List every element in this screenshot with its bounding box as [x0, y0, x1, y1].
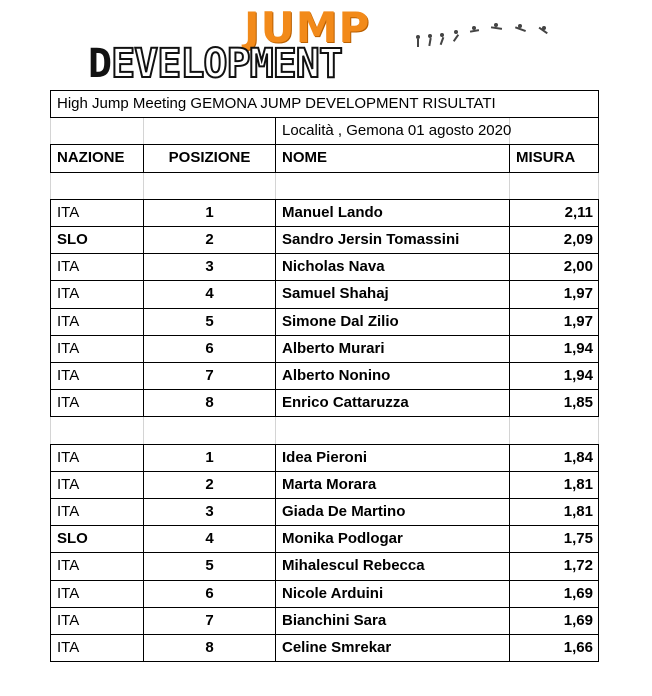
result-position: 1	[143, 444, 276, 472]
result-name: Giada De Martino	[275, 498, 510, 526]
result-name: Sandro Jersin Tomassini	[275, 226, 510, 254]
result-measure: 1,72	[509, 552, 599, 581]
results-sheet	[50, 90, 598, 661]
result-nation: ITA	[50, 580, 144, 608]
result-name: Samuel Shahaj	[275, 280, 510, 309]
result-position: 3	[143, 253, 276, 281]
result-position: 6	[143, 335, 276, 363]
result-measure: 1,75	[509, 525, 599, 553]
result-position: 6	[143, 580, 276, 608]
result-name: Mihalescul Rebecca	[275, 552, 510, 581]
result-name: Marta Morara	[275, 471, 510, 499]
result-measure: 1,97	[509, 308, 599, 336]
result-measure: 2,09	[509, 226, 599, 254]
result-nation: ITA	[50, 552, 144, 581]
result-measure: 1,85	[509, 389, 599, 417]
result-measure: 1,69	[509, 607, 599, 635]
result-measure: 1,94	[509, 362, 599, 390]
result-position: 1	[143, 199, 276, 227]
result-nation: ITA	[50, 280, 144, 309]
result-position: 4	[143, 525, 276, 553]
result-nation: ITA	[50, 471, 144, 499]
result-position: 7	[143, 362, 276, 390]
result-measure: 1,81	[509, 471, 599, 499]
result-nation: SLO	[50, 525, 144, 553]
result-nation: ITA	[50, 498, 144, 526]
result-nation: ITA	[50, 362, 144, 390]
result-position: 8	[143, 389, 276, 417]
result-position: 4	[143, 280, 276, 309]
header-nation: NAZIONE	[50, 144, 144, 173]
result-nation: ITA	[50, 308, 144, 336]
result-name: Idea Pieroni	[275, 444, 510, 472]
result-measure: 2,00	[509, 253, 599, 281]
result-name: Alberto Nonino	[275, 362, 510, 390]
result-position: 3	[143, 498, 276, 526]
result-measure: 1,94	[509, 335, 599, 363]
result-position: 2	[143, 471, 276, 499]
result-nation: ITA	[50, 253, 144, 281]
result-measure: 1,69	[509, 580, 599, 608]
jumper-sequence-icon	[412, 18, 560, 48]
result-measure: 2,11	[509, 199, 599, 227]
result-nation: ITA	[50, 335, 144, 363]
header-name: NOME	[275, 144, 510, 173]
result-position: 7	[143, 607, 276, 635]
logo-word-jump: JUMP	[244, 3, 371, 52]
result-measure: 1,84	[509, 444, 599, 472]
result-nation: ITA	[50, 607, 144, 635]
result-position: 2	[143, 226, 276, 254]
result-name: Celine Smrekar	[275, 634, 510, 662]
result-position: 5	[143, 308, 276, 336]
jump-development-logo	[0, 0, 652, 90]
result-nation: ITA	[50, 634, 144, 662]
result-name: Alberto Murari	[275, 335, 510, 363]
result-name: Simone Dal Zilio	[275, 308, 510, 336]
header-position: POSIZIONE	[143, 144, 276, 173]
result-name: Enrico Cattaruzza	[275, 389, 510, 417]
result-measure: 1,97	[509, 280, 599, 309]
result-name: Nicholas Nava	[275, 253, 510, 281]
result-position: 8	[143, 634, 276, 662]
logo-word-development: DEVELOPMENT	[88, 41, 342, 87]
result-nation: SLO	[50, 226, 144, 254]
result-name: Nicole Arduini	[275, 580, 510, 608]
result-nation: ITA	[50, 199, 144, 227]
result-nation: ITA	[50, 444, 144, 472]
result-nation: ITA	[50, 389, 144, 417]
result-measure: 1,81	[509, 498, 599, 526]
header-measure: MISURA	[509, 144, 599, 173]
result-name: Bianchini Sara	[275, 607, 510, 635]
location-date: Località , Gemona 01 agosto 2020	[275, 117, 599, 145]
sheet-title: High Jump Meeting GEMONA JUMP DEVELOPMENT RISULTATI	[50, 90, 599, 118]
result-position: 5	[143, 552, 276, 581]
result-name: Manuel Lando	[275, 199, 510, 227]
result-measure: 1,66	[509, 634, 599, 662]
result-name: Monika Podlogar	[275, 525, 510, 553]
